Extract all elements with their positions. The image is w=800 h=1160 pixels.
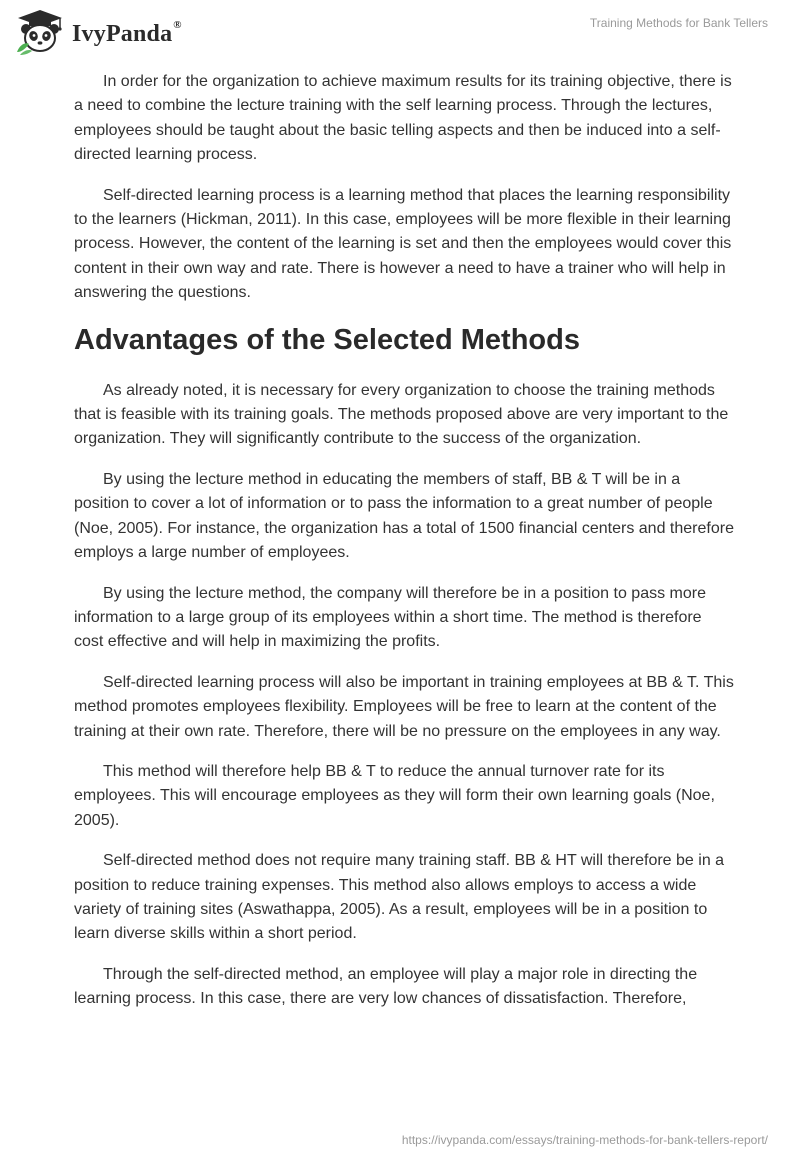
logo-text: IvyPanda® <box>72 18 182 47</box>
page-header <box>0 0 800 66</box>
panda-graduate-icon <box>14 8 66 56</box>
paragraph-7: This method will therefore help BB & T to reduce the annual turnover rate for its employees. This will encourage employees as they will form their own learning goals (Noe, 2005). <box>74 762 715 829</box>
ivypanda-logo[interactable] <box>14 8 182 56</box>
paragraph-3: As already noted, it is necessary for every organization to choose the training methods that is feasible with its training goals. The methods proposed above are very important to the organization. They will significantly contribute to the success of the organization. <box>74 381 729 448</box>
section-heading: Advantages of the Selected Methods <box>74 323 580 356</box>
paragraph-6: Self-directed learning process will also be important in training employees at BB & T. This method promotes employees flexibility. Employees will be free to learn at the content of the training at their own rate. Therefore, there will be no pressure on the employees in any way. <box>74 673 734 740</box>
paragraph-9: Through the self-directed method, an employee will play a major role in directing the learning process. In this case, there are very low chances of dissatisfaction. Therefore, <box>74 965 698 1008</box>
essay-content <box>74 70 734 1028</box>
document-title: Training Methods for Bank Tellers <box>589 16 768 30</box>
source-url[interactable]: https://ivypanda.com/essays/training-methods-for-bank-tellers-report/ <box>401 1133 768 1147</box>
paragraph-2: Self-directed learning process is a learning method that places the learning responsibility to the learners (Hickman, 2011). In this case, employees will be more flexible in their learning process. However, the content of the learning is set and then the employees would cover this content in their own way and rate. There is however a need to have a trainer who will help in answering the questions. <box>74 186 732 302</box>
paragraph-5: By using the lecture method, the company will therefore be in a position to pass more information to a large group of its employees within a short time. The method is therefore cost effective and will help in maximizing the profits. <box>74 584 706 651</box>
paragraph-8: Self-directed method does not require many training staff. BB & HT will therefore be in a position to reduce training expenses. This method also allows employs to access a wide variety of training sites (Aswathappa, 2005). As a result, employees will be in a position to learn diverse skills within a short period. <box>74 852 725 943</box>
registered-mark: ® <box>173 18 182 31</box>
paragraph-4: By using the lecture method in educating the members of staff, BB & T will be in a position to cover a lot of information or to pass the information to a great number of people (Noe, 2005). For instance, the organization has a total of 1500 financial centers and therefore employs a large number of employees. <box>74 470 734 562</box>
paragraph-1: In order for the organization to achieve maximum results for its training objective, there is a need to combine the lecture training with the self learning process. Through the lectures, employees should be taught about the basic telling aspects and then be induced into a self-directed learning process. <box>74 73 732 164</box>
